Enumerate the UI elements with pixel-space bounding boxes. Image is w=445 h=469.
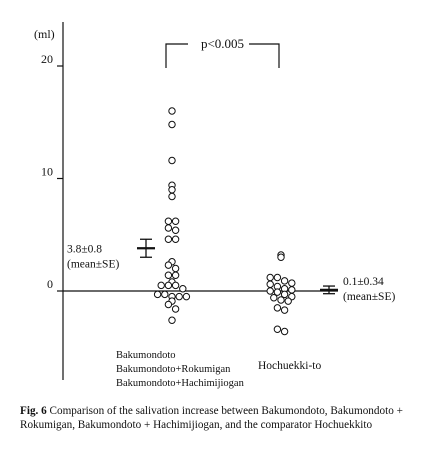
significance-label: p<0.005 — [200, 36, 245, 51]
data-point-g1 — [278, 254, 284, 260]
data-point-g0 — [180, 286, 186, 292]
data-point-g0 — [165, 301, 171, 307]
stats-label-1-1: (mean±SE) — [343, 290, 396, 303]
data-point-g1 — [289, 287, 295, 293]
data-point-g0 — [169, 157, 175, 163]
data-point-g1 — [281, 307, 287, 313]
data-point-g0 — [172, 218, 178, 224]
mean-se-markers — [67, 239, 395, 303]
data-point-g1 — [285, 298, 291, 304]
data-point-g0 — [169, 187, 175, 193]
data-point-g0 — [165, 262, 171, 268]
group-label-0-0: Bakumondoto — [116, 350, 176, 361]
stats-label-0-1: (mean±SE) — [67, 258, 120, 271]
data-point-g0 — [162, 291, 168, 297]
data-point-g0 — [172, 282, 178, 288]
group-label-0-2: Bakumondoto+Hachimijiogan — [116, 378, 244, 389]
group-labels — [116, 350, 321, 389]
stats-label-1-0: 0.1±0.34 — [343, 275, 384, 288]
data-point-g1 — [267, 288, 273, 294]
data-point-g1 — [281, 278, 287, 284]
data-point-g1 — [278, 297, 284, 303]
data-point-g0 — [165, 272, 171, 278]
data-point-g0 — [154, 291, 160, 297]
data-point-g0 — [172, 265, 178, 271]
group-label-0-1: Bakumondoto+Rokumigan — [116, 364, 231, 375]
data-point-g1 — [267, 274, 273, 280]
data-points — [154, 108, 295, 335]
stats-label-0-0: 3.8±0.8 — [67, 243, 103, 256]
data-point-g1 — [281, 328, 287, 334]
data-point-g0 — [165, 236, 171, 242]
data-point-g0 — [183, 293, 189, 299]
significance-bracket — [166, 36, 279, 68]
data-point-g0 — [172, 272, 178, 278]
y-tick-label-2: 20 — [41, 52, 53, 66]
data-point-g0 — [176, 293, 182, 299]
caption-label: Fig. 6 — [20, 405, 47, 417]
data-point-g1 — [274, 274, 280, 280]
data-point-g1 — [289, 280, 295, 286]
data-point-g0 — [169, 193, 175, 199]
data-point-g0 — [169, 121, 175, 127]
data-point-g1 — [267, 281, 273, 287]
data-point-g1 — [271, 295, 277, 301]
data-point-g0 — [165, 218, 171, 224]
data-point-g0 — [172, 306, 178, 312]
data-point-g0 — [172, 236, 178, 242]
caption-text: Comparison of the salivation increase between Bakumondoto, Bakumondoto + Rokumigan, Bakumondoto + Hachimijiogan, and the comparator Hochuekkito — [20, 405, 403, 431]
data-point-g0 — [165, 282, 171, 288]
y-tick-label-1: 10 — [41, 164, 53, 179]
data-point-g0 — [158, 282, 164, 288]
data-point-g0 — [169, 108, 175, 114]
data-point-g0 — [165, 225, 171, 231]
data-point-g1 — [274, 305, 280, 311]
data-point-g0 — [172, 227, 178, 233]
group-label-1-0: Hochuekki-to — [258, 360, 322, 372]
data-point-g0 — [169, 317, 175, 323]
y-tick-label-0: 0 — [47, 277, 53, 291]
y-ticks — [41, 52, 63, 291]
y-unit-label: (ml) — [34, 27, 55, 41]
figure-caption — [20, 404, 435, 432]
data-point-g1 — [274, 326, 280, 332]
